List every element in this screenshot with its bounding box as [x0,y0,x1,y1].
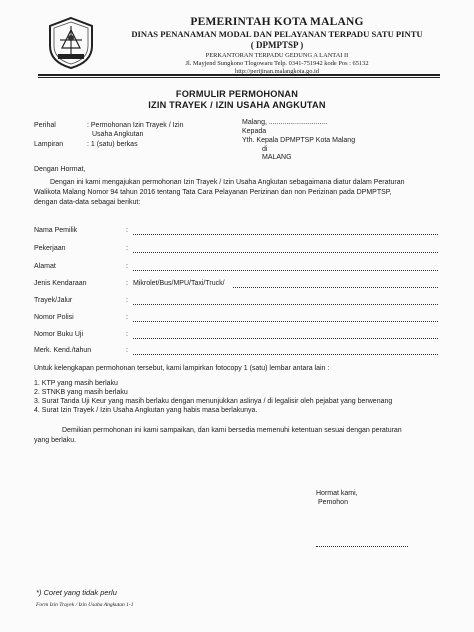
office-address: Jl. Mayjend Sungkono Tlogowaru Telp. 0341-751942 kode Pos : 65132 [185,60,369,67]
government-name: PEMERINTAH KOTA MALANG [190,16,364,28]
form-page: PEMERINTAH KOTA MALANG DINAS PENANAMAN MODAL DAN PELAYANAN TERPADU SATU PINTU ( DPMPTSP ) PERKANTORAN TERPADU GEDUNG A LANTAI II Jl. Mayjend Sungkono Tlogowaru Telp. 0341-751942 kode Pos : 65132 http://perijinan.malangkota.go.id FORMULIR PERMOHONAN IZIN TRAYEK / IZIN USAHA ANGKUTAN Perihal : Permohonan Izin Trayek / Izin Usaha Angkutan Lampiran : 1 (satu) berkas Malang, .............................. Kepada Yth. Kepala DPMPTSP Kota Malang di MALANG Dengan Hormat, Dengan ini kami mengajukan permohonan Izin Trayek / Izin Usaha Angkutan sebagaimana diatur dalam Peraturan Walikota Malang Nomor 94 tahun 2016 tentang Tata Cara Pelayanan Perizinan dan non Perizinan pada DPMPTSP, dengan data-data sebagai berikut: Nama Pemilik : Pekerjaan : Alamat : Jenis Kendaraan : Mikrolet/Bus/MPU/Taxi/Truck/ Trayek/Jalur : Nomor Polisi : Nomor Buku Uji : Merk. Kend./tahun : Untuk kelengkapan permohonan tersebut, kami lampirkan fotocopy 1 (satu) lembar antara lain : 1. KTP yang masih berlaku 2. STNKB yang masih berlaku 3. Surat Tanda Uji Keur yang masih berlaku dengan menunjukkan aslinya / di legalisir oleh pejabat yang berwenang 4. Surat Izin Trayek / Izin Usaha Angkutan yang habis masa berlakunya. Demikian permohonan ini kami sampaikan, dan kami bersedia memenuhi ketentuan sesuai dengan peraturan yang berlaku. Hormat kami, Pemohon *) Coret yang tidak perlu Form Izin Trayek / Izin Usaha Angkutan 1-1 [0,0,474,632]
recipient-city: MALANG [262,154,292,161]
field-input-jenis-kendaraan[interactable] [233,281,438,288]
agency-acronym: ( DPMPTSP ) [250,40,304,50]
letterhead [112,16,442,76]
attachment-item-ktp: 1. KTP yang masih berlaku [34,380,118,387]
closing-line-2: yang berlaku. [34,437,77,444]
field-label-nomor-buku-uji: Nomor Buku Uji [34,331,84,338]
field-label-pekerjaan: Pekerjaan [34,245,66,252]
intro-line-3: dengan data-data sebagai berikut: [34,199,141,206]
field-input-nomor-polisi[interactable] [133,315,438,322]
attachment-item-izin-trayek: 4. Surat Izin Trayek / Izin Usaha Angkutan yang habis masa berlakunya. [34,407,258,414]
agency-name: DINAS PENANAMAN MODAL DAN PELAYANAN TERPADU SATU PINTU [131,29,423,39]
office-website: http://perijinan.malangkota.go.id [235,68,319,75]
intro-line-1: Dengan ini kami mengajukan permohonan Izin Trayek / Izin Usaha Angkutan sebagaimana diatur dalam Peraturan [50,179,405,186]
place-date: Malang, .............................. [242,119,328,126]
malang-city-logo [48,16,94,70]
intro-line-2: Walikota Malang Nomor 94 tahun 2016 tentang Tata Cara Pelayanan Perizinan dan non Perizinan pada DPMPTSP, [34,189,392,196]
signature-line[interactable] [316,541,408,547]
field-input-merk-kendaraan[interactable] [133,348,438,355]
salutation: Dengan Hormat, [34,166,86,173]
perihal-label: Perihal [34,122,56,129]
lampiran-value: : 1 (satu) berkas [87,141,138,148]
field-label-nomor-polisi: Nomor Polisi [34,314,74,321]
field-input-nama-pemilik[interactable] [133,228,438,235]
field-label-merk-kendaraan: Merk. Kend./tahun [34,347,92,354]
office-building: PERKANTORAN TERPADU GEDUNG A LANTAI II [205,52,349,59]
field-label-trayek: Trayek/Jalur [34,297,73,304]
recipient-di: di [262,146,268,153]
field-input-nomor-buku-uji[interactable] [133,332,438,339]
lampiran-label: Lampiran [34,141,64,148]
field-input-trayek[interactable] [133,298,438,305]
attachments-intro: Untuk kelengkapan permohonan tersebut, kami lampirkan fotocopy 1 (satu) lembar antara lain : [34,365,330,372]
field-input-alamat[interactable] [133,264,438,271]
field-label-jenis-kendaraan: Jenis Kendaraan [34,280,87,287]
signature-regards: Hormat kami, [316,490,358,497]
attachment-item-stnkb: 2. STNKB yang masih berlaku [34,389,128,396]
attachment-item-uji-keur: 3. Surat Tanda Uji Keur yang masih berlaku dengan menunjukkan aslinya / di legalisir oleh pejabat yang berwenang [34,398,393,405]
field-label-nama-pemilik: Nama Pemilik [34,227,78,234]
field-value-jenis-kendaraan[interactable]: Mikrolet/Bus/MPU/Taxi/Truck/ [133,280,225,287]
form-title: FORMULIR PERMOHONAN [175,89,299,99]
perihal-value: : Permohonan Izin Trayek / Izin [87,122,184,129]
letterhead-rule-thick [38,74,440,76]
recipient-name: Yth. Kepala DPMPTSP Kota Malang [242,137,356,144]
field-input-pekerjaan[interactable] [133,246,438,253]
recipient-kepada: Kepada [242,128,267,135]
closing-line-1: Demikian permohonan ini kami sampaikan, dan kami bersedia memenuhi ketentuan sesuai dengan peraturan [62,427,402,434]
form-subtitle: IZIN TRAYEK / IZIN USAHA ANGKUTAN [148,100,326,110]
field-label-alamat: Alamat [34,263,56,270]
footnote: *) Coret yang tidak perlu [36,588,117,597]
letterhead-rule-thin [38,77,440,78]
signature-role: Pemohon [318,499,348,506]
perihal-value-cont: Usaha Angkutan [92,131,144,138]
form-code: Form Izin Trayek / Izin Usaha Angkutan 1-1 [36,602,134,608]
